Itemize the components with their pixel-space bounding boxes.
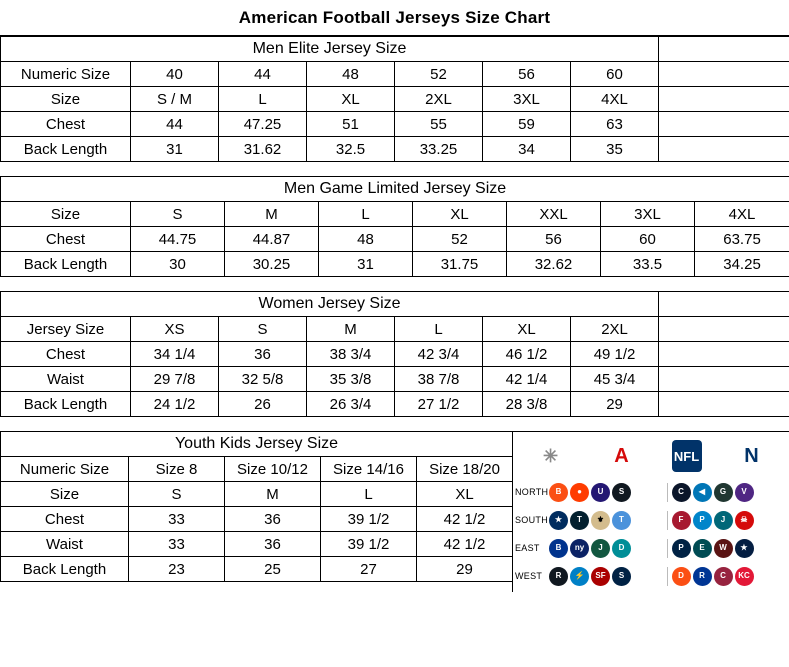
cell: 3XL [483,87,571,112]
cell: 49 1/2 [571,342,659,367]
row-label: Chest [1,112,131,137]
cell: 33 [129,507,225,532]
table-row [1,532,513,557]
spacer-cell [659,367,789,392]
table-row [1,62,789,87]
table-row [1,202,789,227]
team-logo-ten: T [612,511,631,530]
cell: 48 [319,227,413,252]
cell: 39 1/2 [321,532,417,557]
table-row [1,112,789,137]
cell: S [131,202,225,227]
youth-table-wrap [0,431,512,592]
cell: XL [307,87,395,112]
division-label: SOUTH [515,515,548,525]
nfc-team-group [667,567,788,586]
cell: 38 3/4 [307,342,395,367]
cell: 42 3/4 [395,342,483,367]
cell: 63.75 [695,227,789,252]
cell: Size 14/16 [321,457,417,482]
team-logo-car: P [693,511,712,530]
spacer-cell [659,392,789,417]
cell: 45 3/4 [571,367,659,392]
section-heading-youth: Youth Kids Jersey Size [1,432,513,457]
nfl-teams-panel [512,431,789,592]
cell: 44.87 [225,227,319,252]
nfc-team-group [667,539,788,558]
team-logo-jax: J [714,511,733,530]
cell: L [319,202,413,227]
table-row [1,392,789,417]
division-label: WEST [515,571,543,581]
spacer-cell [659,62,789,87]
table-row [1,367,789,392]
cell: 56 [483,62,571,87]
cell: 32 5/8 [219,367,307,392]
cell: 38 7/8 [395,367,483,392]
section-gap [0,417,789,431]
cell: 33.5 [601,252,695,277]
page-title-text: American Football Jerseys Size Chart [238,7,551,27]
cell: 44.75 [131,227,225,252]
team-logo-det: ◀ [693,483,712,502]
table-row [1,317,789,342]
cell: 42 1/2 [417,507,513,532]
cell: 24 1/2 [131,392,219,417]
cell: Size 18/20 [417,457,513,482]
cell: 36 [219,342,307,367]
spacer-cell [659,137,789,162]
spacer-cell [659,87,789,112]
page-title [0,0,789,36]
cell: 27 [321,557,417,582]
table-row [1,137,789,162]
row-label: Back Length [1,557,129,582]
row-label: Back Length [1,392,131,417]
cell: XL [483,317,571,342]
team-logo-chi: C [672,483,691,502]
table-row [1,87,789,112]
team-logo-kc: KC [735,567,754,586]
table-row [1,227,789,252]
cell: 34.25 [695,252,789,277]
row-label: Numeric Size [1,457,129,482]
cell: XS [131,317,219,342]
cell: 34 [483,137,571,162]
table-youth-kids [0,431,513,582]
cell: 31 [131,137,219,162]
cell: 27 1/2 [395,392,483,417]
table-row [1,557,513,582]
row-label: Chest [1,507,129,532]
row-label: Back Length [1,137,131,162]
cell: Size 10/12 [225,457,321,482]
cell: 34 1/4 [131,342,219,367]
cell: 60 [571,62,659,87]
cell: L [395,317,483,342]
table-row [1,482,513,507]
team-logo-lar: R [693,567,712,586]
team-logo-sf: SF [591,567,610,586]
row-label: Size [1,87,131,112]
cell: 2XL [395,87,483,112]
team-logo-atl: F [672,511,691,530]
cell: 52 [413,227,507,252]
nfc-team-group [667,511,788,530]
conference-badges-row [515,436,787,476]
team-logo-hou: T [570,511,589,530]
row-label: Waist [1,367,131,392]
division-label: EAST [515,543,540,553]
cell: 30 [131,252,225,277]
nfc-team-group [667,483,788,502]
cell: 26 [219,392,307,417]
cell: 56 [507,227,601,252]
afc-team-group [549,539,665,558]
table-women [0,291,789,417]
cell: 35 [571,137,659,162]
section-heading-row [1,37,789,62]
cell: L [321,482,417,507]
cell: 29 7/8 [131,367,219,392]
cell: 33.25 [395,137,483,162]
cell: 28 3/8 [483,392,571,417]
team-logo-pit: S [612,483,631,502]
row-label: Numeric Size [1,62,131,87]
cell: 46 1/2 [483,342,571,367]
division-row-north [515,478,787,506]
table-row [1,252,789,277]
cell: 33 [129,532,225,557]
spacer-cell [659,112,789,137]
table-men-game-limited [0,176,789,277]
division-row-south [515,506,787,534]
cell: 51 [307,112,395,137]
cell: 40 [131,62,219,87]
cell: 23 [129,557,225,582]
team-logo-lv: R [549,567,568,586]
cell: 25 [225,557,321,582]
division-row-east [515,534,787,562]
cell: Size 8 [129,457,225,482]
row-label: Chest [1,342,131,367]
cell: 32.62 [507,252,601,277]
cell: S / M [131,87,219,112]
team-logo-dal: ★ [735,539,754,558]
cell: XL [413,202,507,227]
cell: M [225,482,321,507]
cell: XL [417,482,513,507]
spacer-cell [659,342,789,367]
section-heading-men-elite: Men Elite Jersey Size [1,37,659,62]
nfc-logo-icon: N [744,444,759,467]
cell: 29 [571,392,659,417]
cell: 42 1/2 [417,532,513,557]
cell: M [225,202,319,227]
team-logo-cle: ● [570,483,589,502]
cell: 42 1/4 [483,367,571,392]
team-logo-phi: E [693,539,712,558]
afc-team-group [549,483,665,502]
bottom-area [0,431,789,592]
cell: 47.25 [219,112,307,137]
team-logo-lac: ⚡ [570,567,589,586]
cell: 4XL [695,202,789,227]
row-label: Back Length [1,252,131,277]
cell: M [307,317,395,342]
cell: 31.62 [219,137,307,162]
cell: 32.5 [307,137,395,162]
cell: 44 [219,62,307,87]
cell: 2XL [571,317,659,342]
row-label: Size [1,202,131,227]
table-row [1,507,513,532]
team-logo-sea: S [612,567,631,586]
section-heading-row [1,292,789,317]
nfl-shield-icon: NFL [672,440,702,472]
team-logo-nyg: ny [570,539,589,558]
division-label: NORTH [515,487,549,497]
section-heading-men-game-limited: Men Game Limited Jersey Size [1,177,789,202]
section-heading-women: Women Jersey Size [1,292,659,317]
team-logo-was: W [714,539,733,558]
cell: S [219,317,307,342]
team-logo-cin: B [549,483,568,502]
cell: 52 [395,62,483,87]
afc-team-group [549,511,665,530]
spacer-cell [659,317,789,342]
row-label: Waist [1,532,129,557]
team-logo-ind: ★ [549,511,568,530]
cell: 29 [417,557,513,582]
spacer-cell [659,37,789,62]
cell: 3XL [601,202,695,227]
cell: 55 [395,112,483,137]
cell: 39 1/2 [321,507,417,532]
nfl-star-icon: ✳ [542,445,559,466]
team-logo-mia: D [612,539,631,558]
cell: 59 [483,112,571,137]
cell: 36 [225,532,321,557]
team-logo-bal: U [591,483,610,502]
table-row [1,342,789,367]
section-heading-row [1,432,513,457]
team-logo-den: D [672,567,691,586]
team-logo-ne: P [672,539,691,558]
division-row-west [515,562,787,590]
cell: L [219,87,307,112]
row-label: Chest [1,227,131,252]
cell: XXL [507,202,601,227]
table-row [1,457,513,482]
afc-logo-icon: A [614,444,629,467]
afc-team-group [549,567,665,586]
cell: 31 [319,252,413,277]
team-logo-min: V [735,483,754,502]
section-gap [0,277,789,291]
row-label: Jersey Size [1,317,131,342]
table-men-elite [0,36,789,162]
team-logo-ari: C [714,567,733,586]
spacer-cell [659,292,789,317]
cell: S [129,482,225,507]
cell: 35 3/8 [307,367,395,392]
team-logo-no: ⚜ [591,511,610,530]
cell: 60 [601,227,695,252]
cell: 63 [571,112,659,137]
team-logo-tb: ☠ [735,511,754,530]
section-gap [0,162,789,176]
section-heading-row [1,177,789,202]
team-logo-nyj: J [591,539,610,558]
cell: 31.75 [413,252,507,277]
team-logo-gb: G [714,483,733,502]
cell: 30.25 [225,252,319,277]
cell: 4XL [571,87,659,112]
cell: 26 3/4 [307,392,395,417]
cell: 44 [131,112,219,137]
cell: 48 [307,62,395,87]
team-logo-buf: B [549,539,568,558]
cell: 36 [225,507,321,532]
row-label: Size [1,482,129,507]
